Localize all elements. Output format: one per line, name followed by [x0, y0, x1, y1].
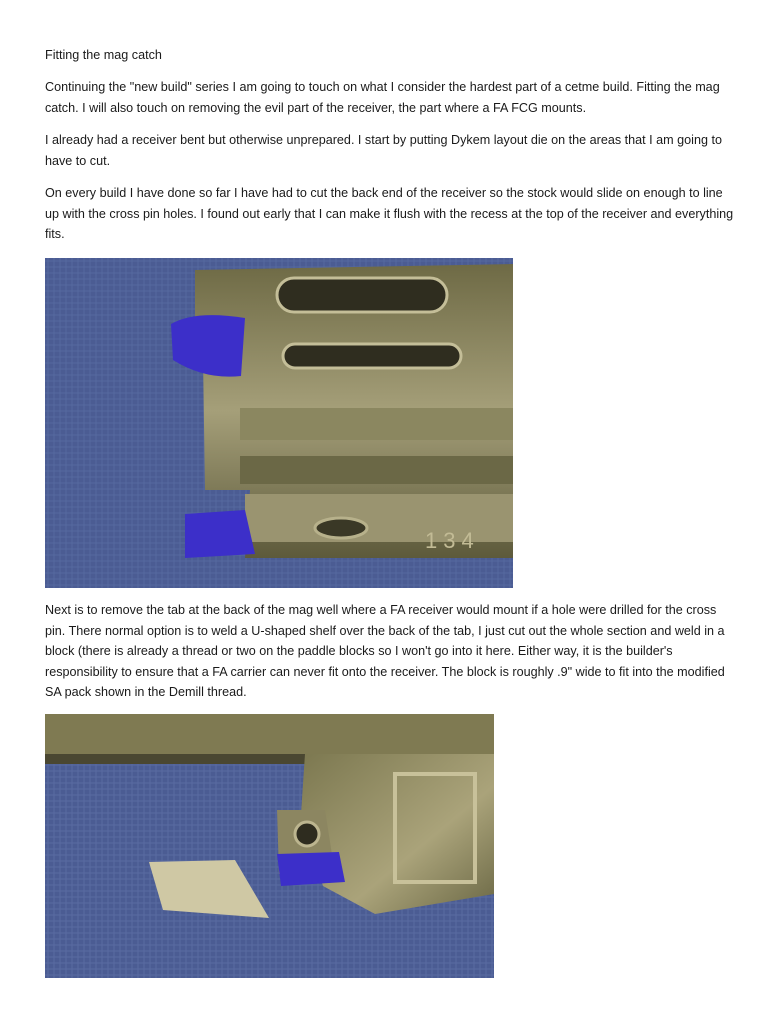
paragraph-stock: On every build I have done so far I have had to cut the back end of the receiver so the stock would slide on enough to line up with the cross pin holes. I found out early that I can make it flush with the recess at the top of the receiver and everything fits. [45, 186, 734, 241]
page-title: Fitting the mag catch [45, 48, 162, 62]
receiver-stamp: 134 [425, 528, 480, 553]
magwell-photo [45, 714, 494, 978]
paragraph-dykem: I already had a receiver bent but otherwise unprepared. I start by putting Dykem layout die on the areas that I am going to have to cut. [45, 133, 722, 168]
paragraph-intro: Continuing the "new build" series I am going to touch on what I consider the hardest part of a cetme build. Fitting the mag catch. I will also touch on removing the evil part of the receiver, the part where a FA FCG mounts. [45, 80, 720, 115]
receiver-photo [45, 258, 513, 588]
paragraph-tab-removal: Next is to remove the tab at the back of the mag well where a FA receiver would mount if a hole were drilled for the cross pin. There normal option is to weld a U-shaped shelf over the back of the tab, I just cut out the whole section and weld in a block (there is already a thread or two on the paddle blocks so I won't go into it here. Either way, it is the builder's responsibility to ensure that a FA carrier can never fit onto the receiver. The block is roughly .9" wide to fit into the modified SA pack shown in the Demill thread. [45, 603, 725, 699]
